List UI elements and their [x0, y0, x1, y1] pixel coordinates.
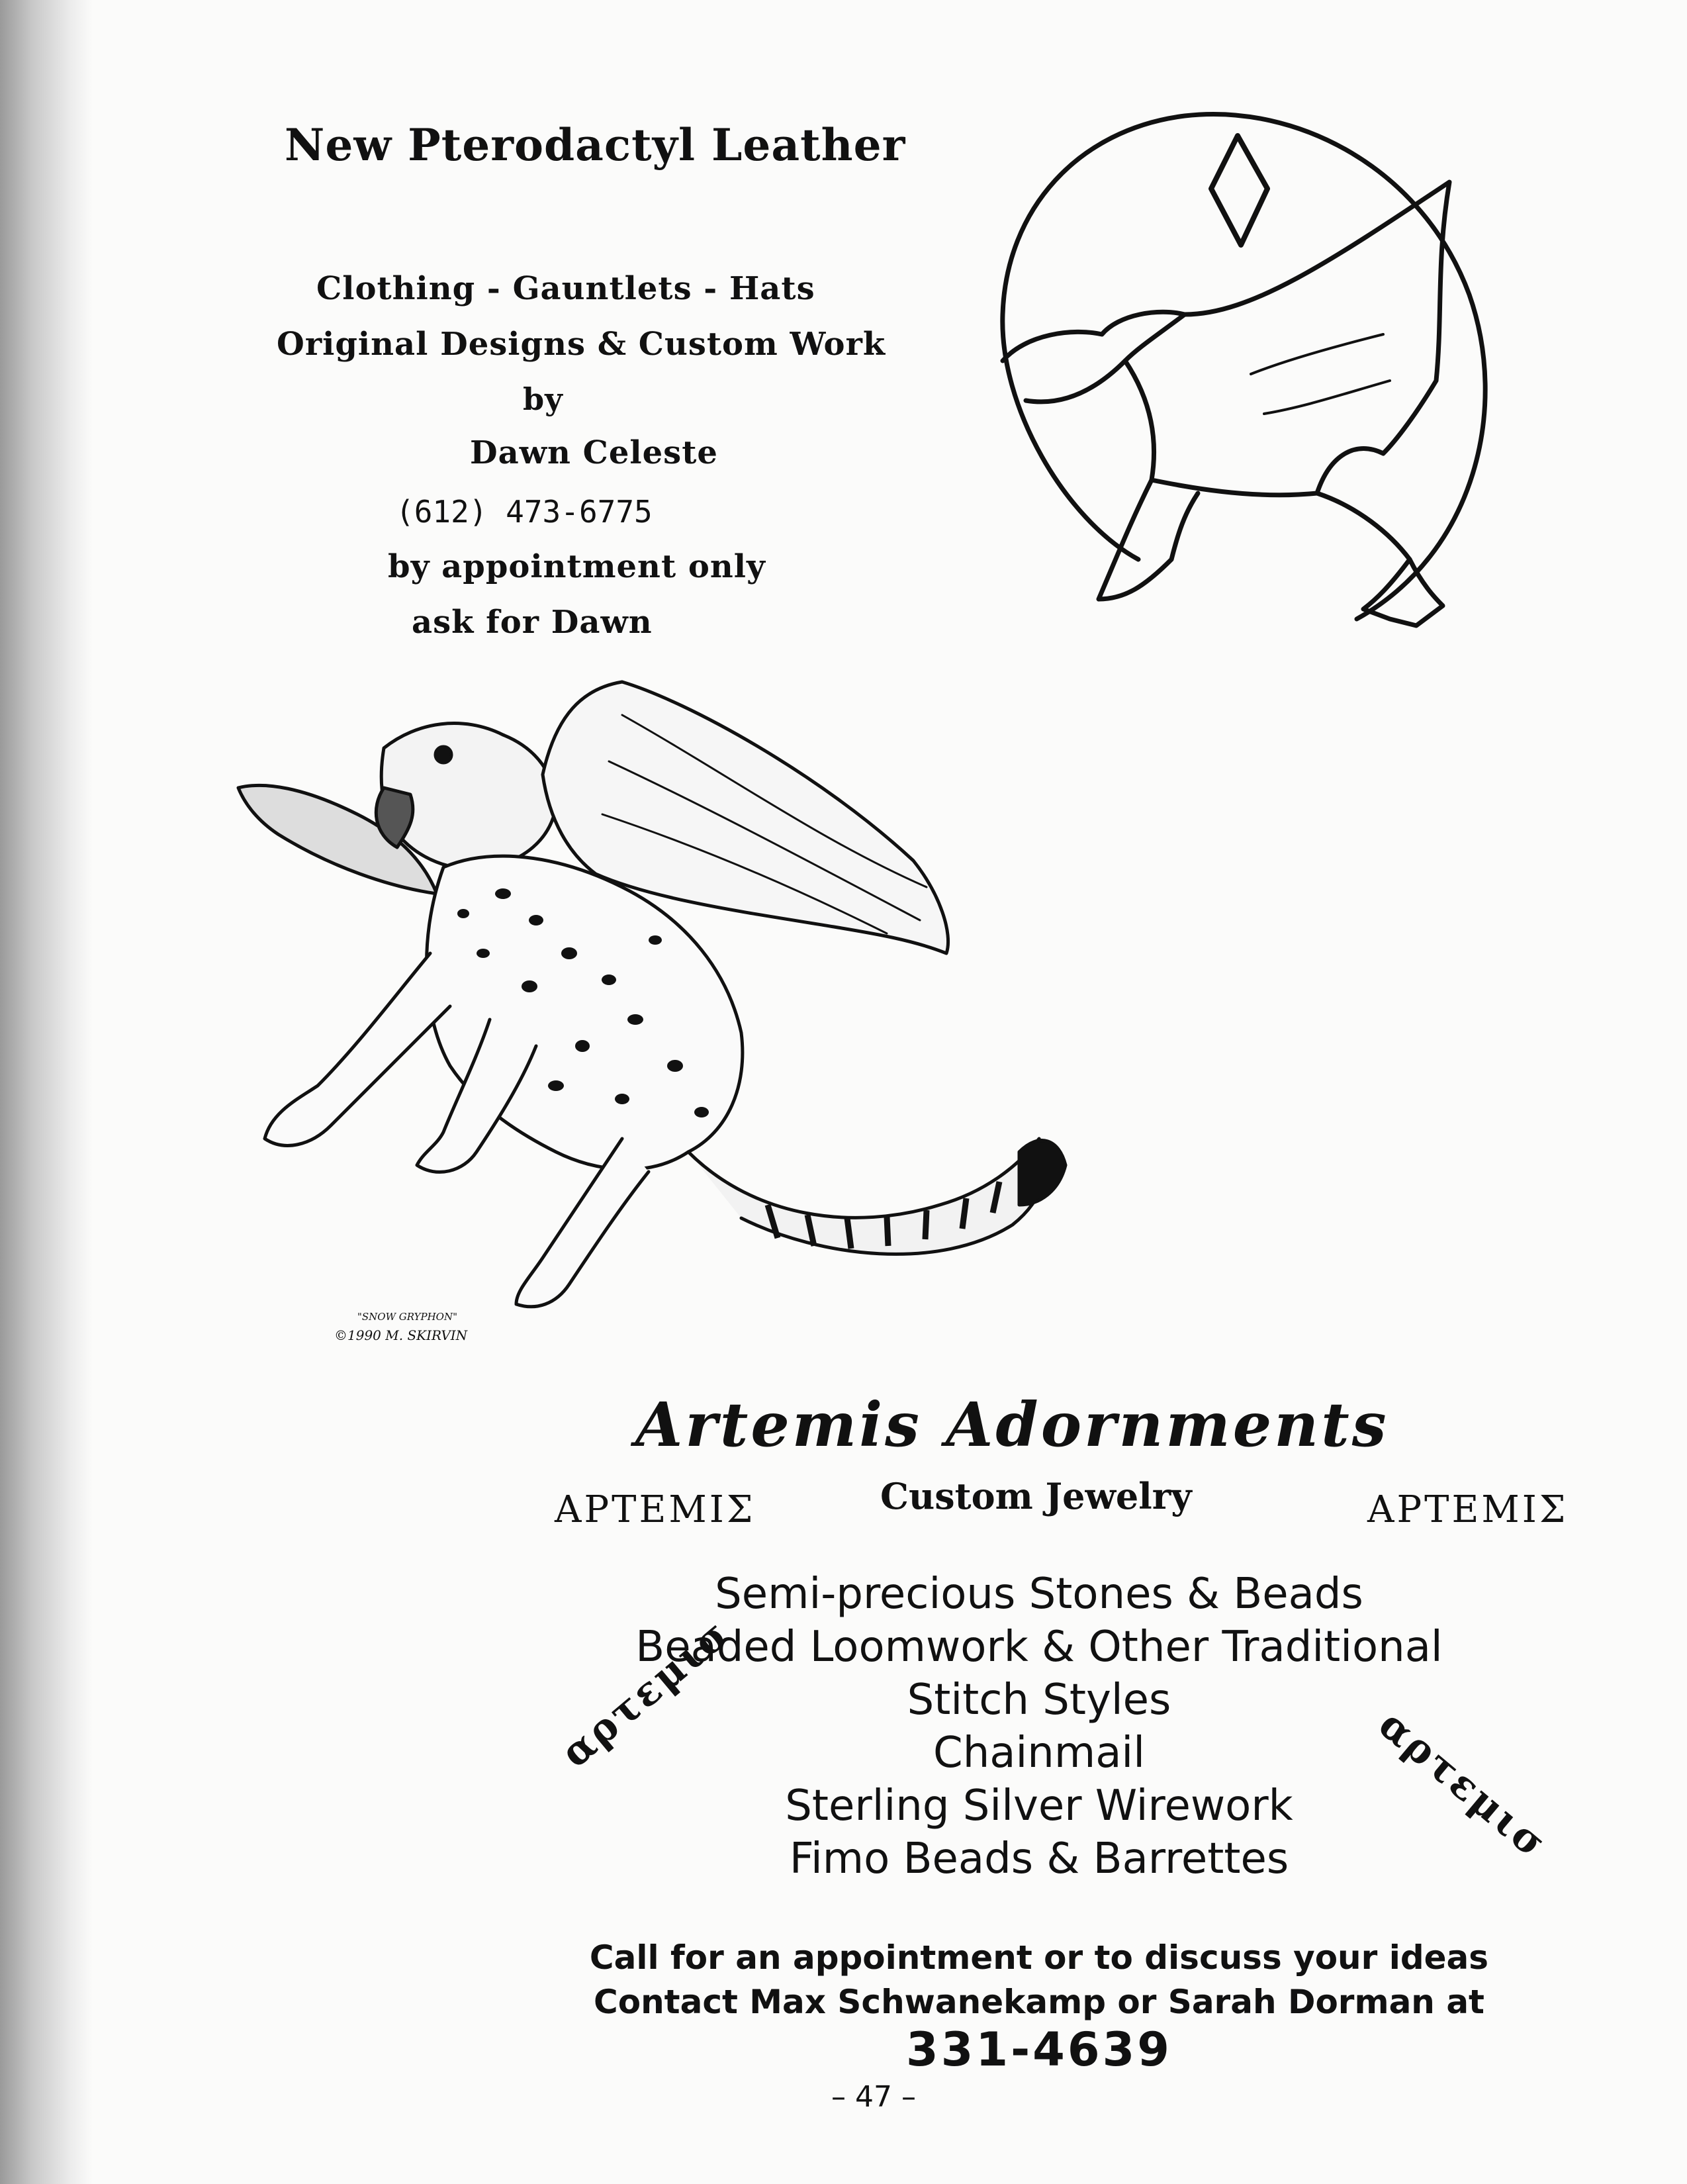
jewelry-call-line1: Call for an appointment or to discuss your ideas — [589, 1938, 1489, 1977]
diamond-star — [1211, 136, 1267, 245]
gryphon-caption-credit: ©1990 M. SKIRVIN — [334, 1327, 468, 1343]
gryphon-front-leg — [265, 953, 450, 1145]
jewelry-ad-title: Artemis Adornments — [635, 1389, 1389, 1460]
service-item: Beaded Loomwork & Other Traditional — [635, 1623, 1443, 1672]
pterodactyl-wing — [1185, 182, 1449, 493]
pterodactyl-logo — [986, 96, 1529, 659]
leather-ad-line2: Original Designs & Custom Work — [277, 326, 886, 363]
service-item: Semi-precious Stones & Beads — [715, 1570, 1363, 1619]
pterodactyl-head — [1003, 312, 1185, 402]
gryphon-caption-title: "SNOW GRYPHON" — [357, 1311, 457, 1323]
service-item: Stitch Styles — [907, 1676, 1171, 1725]
pterodactyl-body — [1125, 361, 1410, 559]
service-item: Chainmail — [933, 1729, 1145, 1778]
tail-tip — [1019, 1141, 1066, 1205]
wing-detail-2 — [1264, 381, 1390, 414]
snow-gryphon-illustration — [225, 675, 1125, 1357]
pterodactyl-leg — [1099, 480, 1198, 599]
leather-ad-line1: Clothing - Gauntlets - Hats — [316, 270, 815, 307]
scan-gutter-shadow — [0, 0, 93, 2184]
jewelry-ad-subtitle: Custom Jewelry — [880, 1475, 1192, 1517]
leather-ad-line3: by — [523, 381, 563, 417]
jewelry-call-line2: Contact Max Schwanekamp or Sarah Dorman at — [594, 1983, 1484, 2021]
leather-ad-line5: by appointment only — [388, 548, 766, 585]
gryphon-tail — [688, 1139, 1046, 1254]
greek-wordmark-left: ΑΡΤΕΜΙΣ — [555, 1488, 756, 1531]
service-item: Sterling Silver Wirework — [785, 1781, 1293, 1830]
page-number: – 47 – — [831, 2080, 916, 2114]
wing-detail — [1251, 334, 1383, 374]
curved-wordmark-right: αρτεμισ — [1370, 1701, 1557, 1868]
leather-ad-line4: Dawn Celeste — [470, 434, 718, 471]
curved-wordmark-left: αρτεμισ — [553, 1609, 739, 1777]
leather-ad-line6: ask for Dawn — [412, 604, 653, 641]
leather-ad-title: New Pterodactyl Leather — [285, 119, 906, 171]
moon-circle-outline — [1003, 114, 1485, 619]
gryphon-eye — [435, 747, 451, 763]
greek-wordmark-right: ΑΡΤΕΜΙΣ — [1367, 1488, 1569, 1531]
leather-ad-phone: (612) 473-6775 — [396, 494, 653, 530]
service-item: Fimo Beads & Barrettes — [789, 1834, 1289, 1883]
jewelry-phone: 331-4639 — [906, 2022, 1172, 2077]
pterodactyl-tail — [1363, 559, 1443, 626]
